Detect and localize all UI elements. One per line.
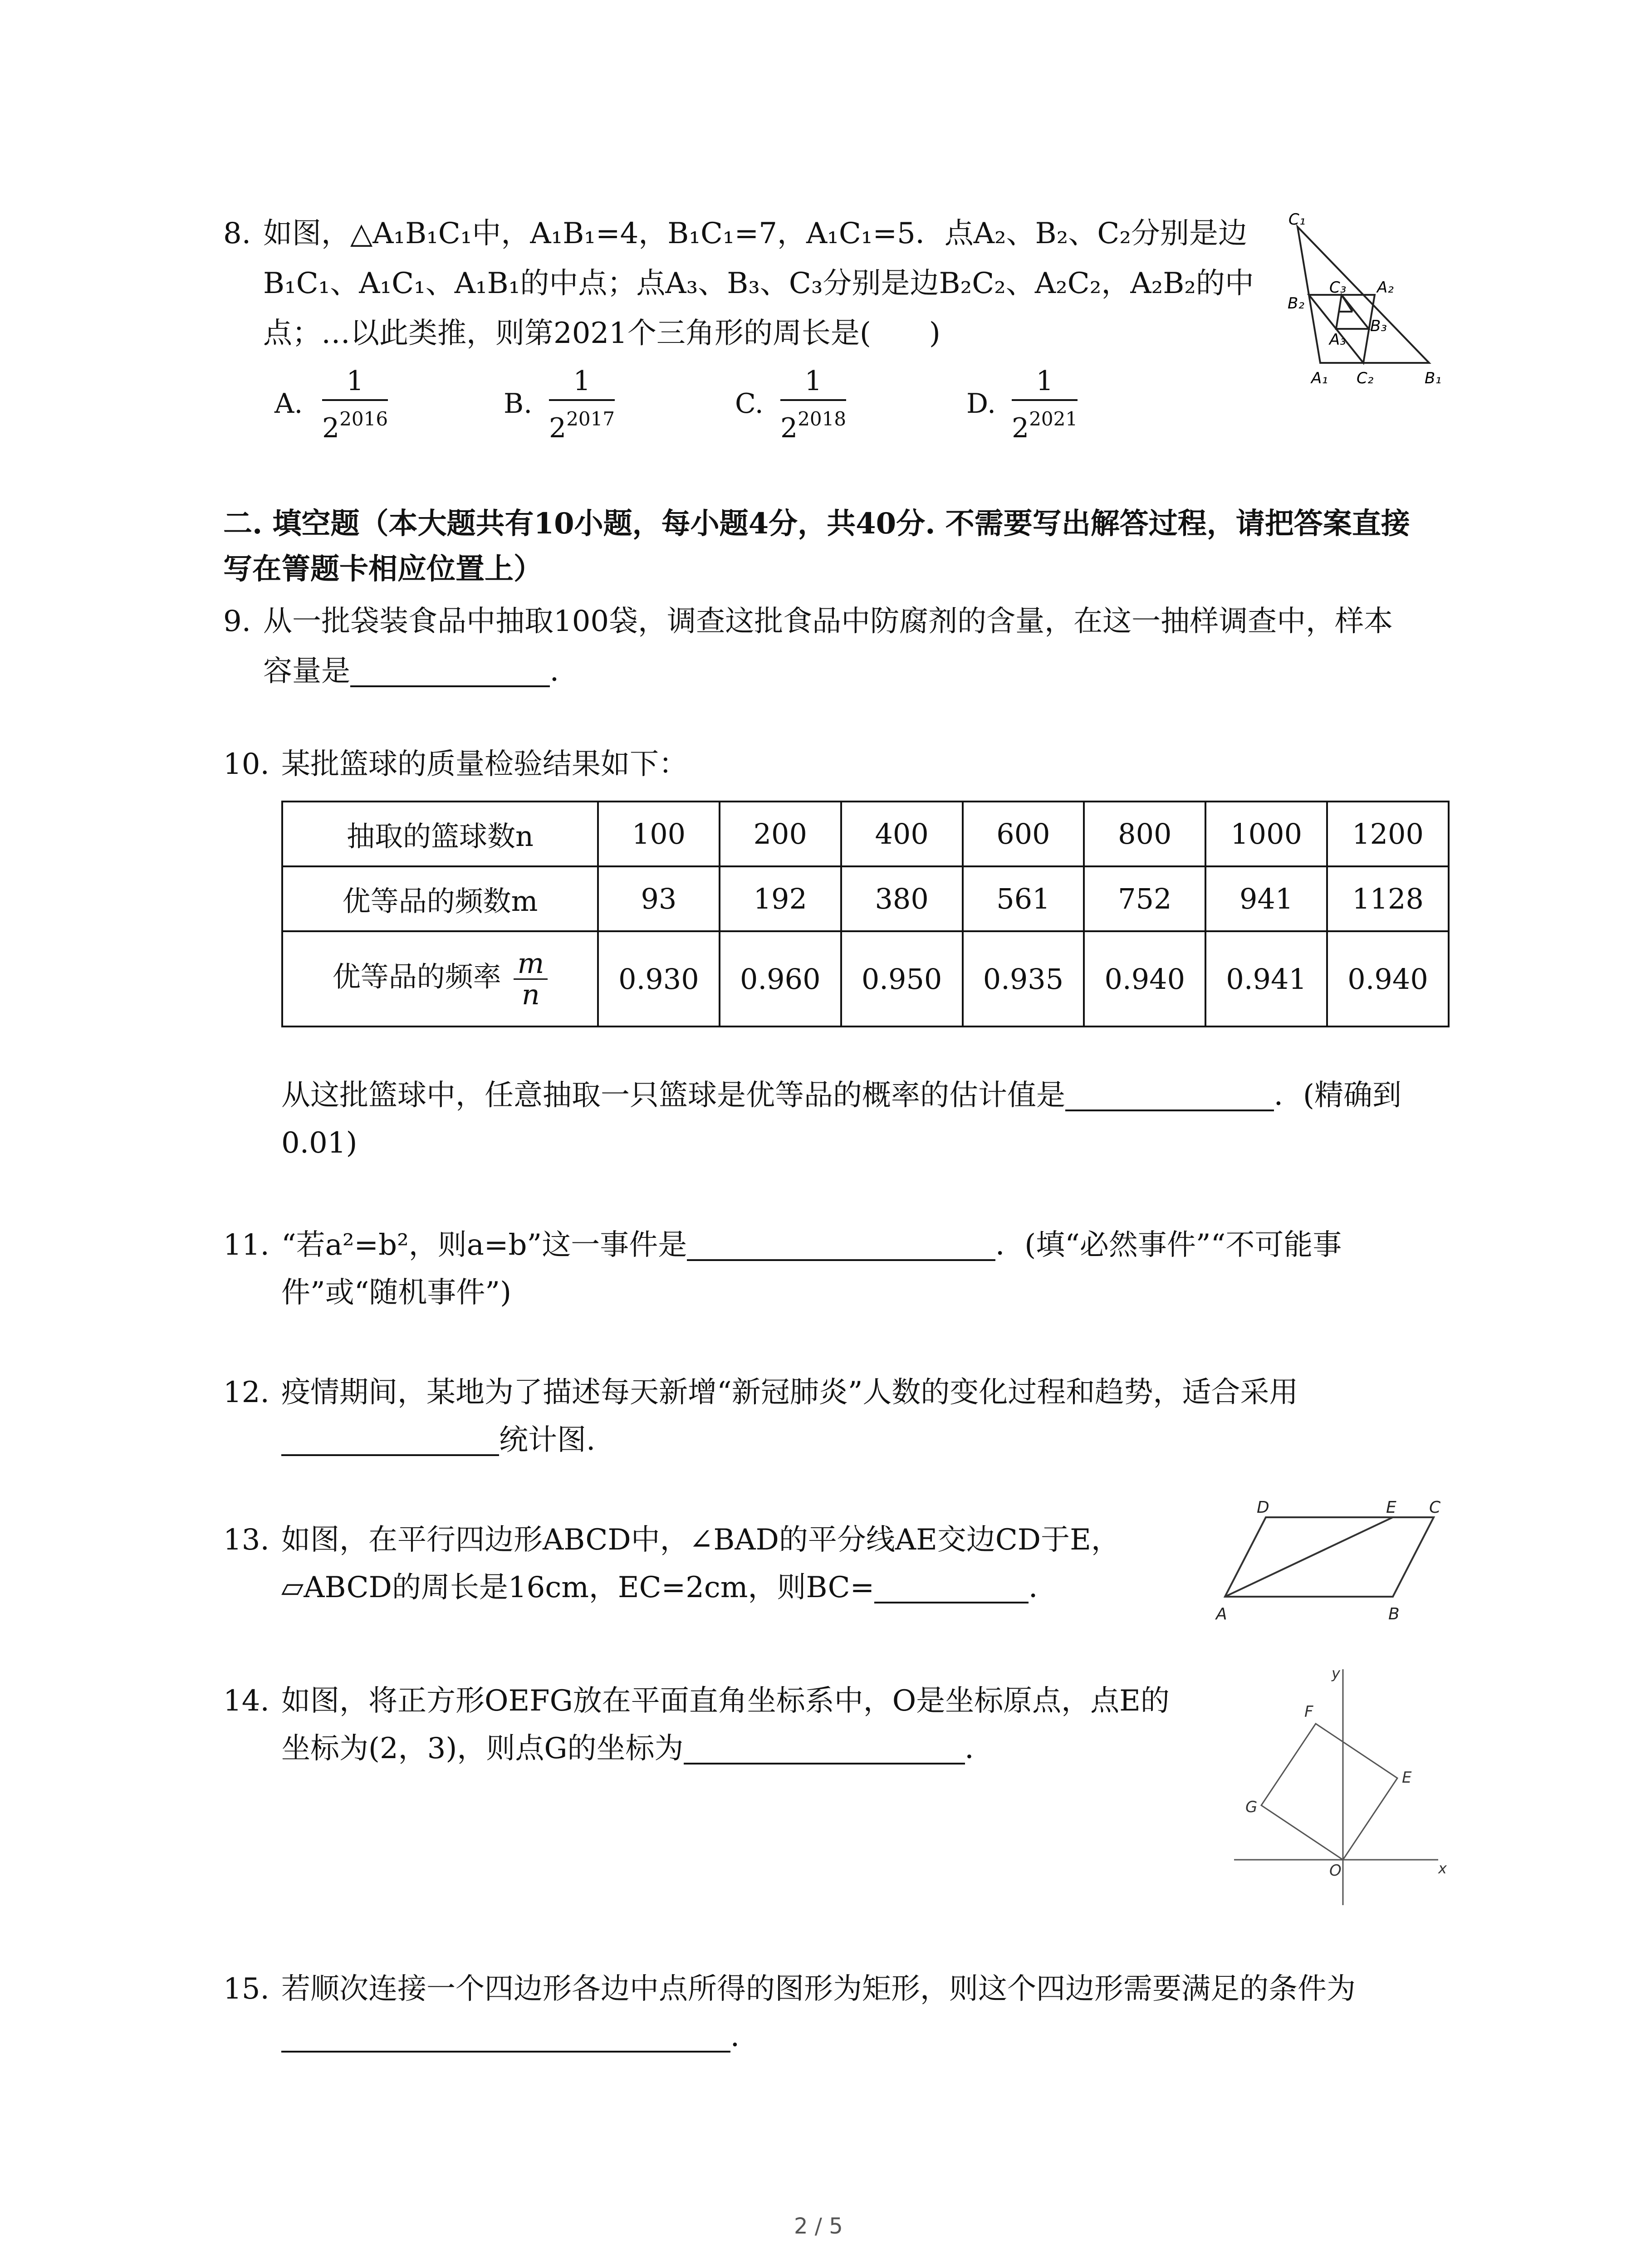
q13-line1: 如图，在平行四边形ABCD中，∠BAD的平分线AE交边CD于E， bbox=[281, 1523, 1120, 1557]
q11-line2: 件”或“随机事件”) bbox=[281, 1276, 512, 1310]
q8-line2: B₁C₁、A₁C₁、A₁B₁的中点；点A₃、B₃、C₃分别是边B₂C₂、A₂C₂，A₂B₂的中 bbox=[263, 267, 1254, 300]
q11-line1: “若a²=b²，则a=b”这一事件是 ．(填“必然事件”“不可能事 bbox=[281, 1228, 1342, 1262]
q12-line2: 统计图. bbox=[281, 1420, 595, 1461]
q13-number: 13. bbox=[223, 1523, 269, 1557]
q8-option-c-den: $2^{2018}$ bbox=[780, 408, 847, 444]
q14-line1: 如图，将正方形OEFG放在平面直角坐标系中，O是坐标原点，点E的 bbox=[281, 1684, 1170, 1718]
q14-label-y: y bbox=[1332, 1665, 1340, 1682]
q10-answer-blank[interactable] bbox=[1065, 1078, 1274, 1111]
table-row-header: 抽取的篮球数n bbox=[282, 802, 598, 866]
table-cell: 1000 bbox=[1205, 802, 1327, 866]
table-row bbox=[282, 931, 1449, 1026]
table-cell: 380 bbox=[841, 866, 963, 931]
table-cell: 1128 bbox=[1327, 866, 1449, 931]
table-cell: 0.930 bbox=[598, 931, 720, 1026]
q8-option-a-fraction[interactable] bbox=[322, 363, 388, 446]
section2-title-line1: 二. 填空题（本大题共有10小题，每小题4分，共40分. 不需要写出解答过程，请把答案直接 bbox=[223, 507, 1410, 541]
table-cell: 100 bbox=[598, 802, 720, 866]
q8-option-d-num: 1 bbox=[1012, 363, 1078, 401]
table-cell: 200 bbox=[720, 802, 841, 866]
q13-label-e: E bbox=[1386, 1498, 1396, 1517]
table-row bbox=[282, 802, 1449, 866]
q10-answer-line2: 0.01) bbox=[281, 1126, 358, 1160]
q8-triangle-figure bbox=[1279, 200, 1470, 399]
q14-label-f: F bbox=[1304, 1703, 1313, 1721]
q8-option-d-fraction[interactable] bbox=[1012, 363, 1078, 446]
q9-line1: 从一批袋装食品中抽取100袋，调查这批食品中防腐剂的含量，在这一抽样调查中，样本 bbox=[263, 605, 1393, 638]
q8-option-a-num: 1 bbox=[322, 363, 388, 401]
q10-intro: 某批篮球的质量检验结果如下： bbox=[281, 748, 688, 781]
table-cell: 800 bbox=[1084, 802, 1205, 866]
q12-answer-blank[interactable] bbox=[281, 1422, 499, 1456]
table-row bbox=[282, 866, 1449, 931]
table-cell: 400 bbox=[841, 802, 963, 866]
q8-label-c1: C₁ bbox=[1288, 210, 1306, 229]
table-cell: 561 bbox=[963, 866, 1084, 931]
table-cell: 192 bbox=[720, 866, 841, 931]
table-cell: 0.940 bbox=[1084, 931, 1205, 1026]
q8-label-c2: C₂ bbox=[1357, 369, 1374, 387]
q14-label-e: E bbox=[1402, 1769, 1412, 1787]
q13-answer-blank[interactable] bbox=[874, 1570, 1029, 1603]
q8-label-c3: C₃ bbox=[1329, 279, 1347, 297]
section2-title-line2: 写在箐题卡相应位置上） bbox=[223, 552, 543, 586]
q8-option-c-num: 1 bbox=[780, 363, 846, 401]
q15-line1: 若顺次连接一个四边形各边中点所得的图形为矩形，则这个四边形需要满足的条件为 bbox=[281, 1972, 1356, 2006]
q15-number: 15. bbox=[223, 1972, 269, 2006]
q9-answer-blank[interactable] bbox=[350, 654, 550, 687]
q11-number: 11. bbox=[223, 1228, 269, 1262]
q12-line1: 疫情期间，某地为了描述每天新增“新冠肺炎”人数的变化过程和趋势，适合采用 bbox=[281, 1376, 1298, 1409]
table-cell: 0.935 bbox=[963, 931, 1084, 1026]
q15-answer-blank[interactable] bbox=[281, 2019, 730, 2053]
table-cell: 0.940 bbox=[1327, 931, 1449, 1026]
table-row-header-frequency: 优等品的频率 $\frac{m}{n}$ bbox=[282, 931, 598, 1026]
q8-option-c-label[interactable]: C. bbox=[735, 388, 764, 420]
q8-label-a1: A₁ bbox=[1311, 369, 1328, 387]
q8-option-b-fraction[interactable] bbox=[549, 363, 615, 446]
q13-label-a: A bbox=[1216, 1605, 1227, 1623]
q8-label-b2: B₂ bbox=[1288, 294, 1304, 313]
q15-line2: ． bbox=[281, 2016, 759, 2057]
q8-option-b-label[interactable]: B. bbox=[504, 388, 533, 420]
table-cell: 0.950 bbox=[841, 931, 963, 1026]
q8-label-b3: B₃ bbox=[1370, 317, 1387, 335]
table-cell: 1200 bbox=[1327, 802, 1449, 866]
q13-label-c: C bbox=[1429, 1498, 1441, 1517]
q8-option-a-label[interactable]: A. bbox=[274, 388, 303, 420]
q8-option-b-num: 1 bbox=[549, 363, 615, 401]
q13-label-d: D bbox=[1257, 1498, 1269, 1517]
q14-label-g: G bbox=[1245, 1798, 1258, 1816]
q8-line3: 点；…以此类推，则第2021个三角形的周长是( ) bbox=[263, 317, 941, 350]
table-row-header: 优等品的频数m bbox=[282, 866, 598, 931]
q11-answer-blank[interactable] bbox=[687, 1227, 995, 1261]
q8-line1: 如图，△A₁B₁C₁中，A₁B₁=4，B₁C₁=7，A₁C₁=5．点A₂、B₂、C₂分别是边 bbox=[263, 217, 1247, 250]
q9-line2: 容量是 ． bbox=[263, 655, 579, 688]
q10-results-table bbox=[281, 801, 1450, 1027]
q14-answer-blank[interactable] bbox=[684, 1731, 965, 1765]
q8-option-d-label[interactable]: D. bbox=[966, 388, 996, 420]
q14-coordinate-figure bbox=[1225, 1660, 1461, 1914]
q8-option-b-den: $2^{2017}$ bbox=[549, 408, 615, 444]
q8-label-b1: B₁ bbox=[1425, 369, 1441, 387]
q14-label-x: x bbox=[1438, 1860, 1447, 1877]
table-cell: 0.960 bbox=[720, 931, 841, 1026]
q12-number: 12. bbox=[223, 1376, 269, 1409]
q10-answer-line: 从这批篮球中，任意抽取一只篮球是优等品的概率的估计值是 ．(精确到 bbox=[281, 1079, 1401, 1112]
table-cell: 0.941 bbox=[1205, 931, 1327, 1026]
q13-line2: ▱ABCD的周长是16cm，EC=2cm，则BC= ． bbox=[281, 1571, 1058, 1604]
q8-option-a-den: $2^{2016}$ bbox=[322, 408, 388, 444]
table-cell: 941 bbox=[1205, 866, 1327, 931]
q10-number: 10. bbox=[223, 748, 269, 781]
table-cell: 93 bbox=[598, 866, 720, 931]
q13-parallelogram-figure bbox=[1207, 1492, 1461, 1628]
q14-number: 14. bbox=[223, 1684, 269, 1718]
q8-option-d-den: $2^{2021}$ bbox=[1012, 408, 1078, 444]
q14-line2: 坐标为(2，3)，则点G的坐标为 ． bbox=[281, 1732, 994, 1765]
table-cell: 752 bbox=[1084, 866, 1205, 931]
page-number: 2 / 5 bbox=[794, 2214, 843, 2239]
table-cell: 600 bbox=[963, 802, 1084, 866]
q9-number: 9. bbox=[223, 605, 251, 638]
q13-label-b: B bbox=[1388, 1605, 1400, 1623]
q8-option-c-fraction[interactable] bbox=[780, 363, 846, 446]
q14-label-o: O bbox=[1329, 1862, 1342, 1880]
q8-label-a3: A₃ bbox=[1329, 331, 1346, 349]
q8-number: 8. bbox=[223, 217, 251, 250]
q8-label-a2: A₂ bbox=[1377, 279, 1394, 297]
